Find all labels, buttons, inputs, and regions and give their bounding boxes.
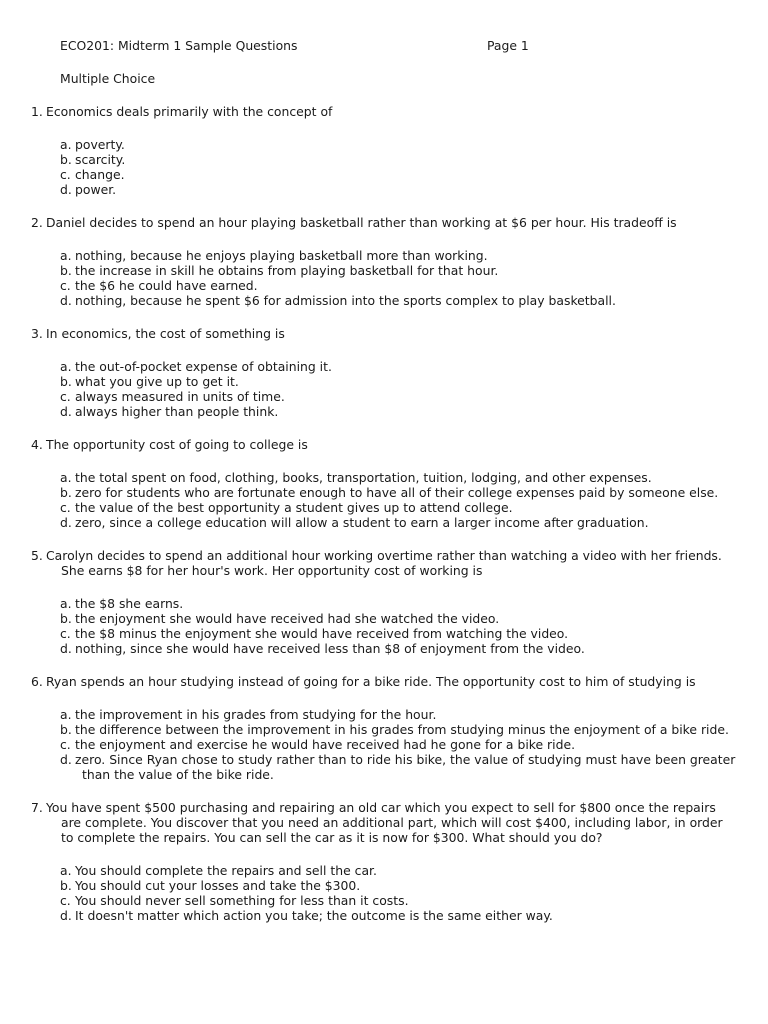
option-text: the enjoyment and exercise he would have received had he gone for a bike ride.	[75, 737, 576, 752]
option-text: poverty.	[75, 137, 125, 152]
answer-option	[60, 626, 761, 641]
question-item	[31, 437, 761, 530]
option-letter: d.	[60, 293, 72, 308]
option-text: zero for students who are fortunate enough to have all of their college expenses paid by someone else.	[75, 485, 719, 500]
answer-option	[60, 722, 761, 737]
question-number: 3.	[31, 326, 43, 341]
answer-option	[60, 863, 761, 878]
option-letter: d.	[60, 908, 72, 923]
option-text: power.	[75, 182, 117, 197]
option-letter: b.	[60, 722, 72, 737]
answer-option	[60, 248, 761, 263]
option-letter: d.	[60, 752, 72, 767]
option-letter: a.	[60, 596, 72, 611]
option-text: scarcity.	[75, 152, 126, 167]
question-text: are complete. You discover that you need an additional part, which will cost $400, including labor, in order	[61, 815, 723, 830]
question-text: Economics deals primarily with the concept of	[46, 104, 333, 119]
option-letter: c.	[60, 626, 71, 641]
question-number: 4.	[31, 437, 43, 452]
answer-option	[60, 641, 761, 656]
answer-option	[60, 707, 761, 722]
question-stem	[31, 215, 761, 230]
answer-option	[60, 263, 761, 278]
option-letter: c.	[60, 389, 71, 404]
answer-options	[31, 470, 761, 530]
option-text: what you give up to get it.	[75, 374, 239, 389]
option-letter: a.	[60, 359, 72, 374]
question-item	[31, 326, 761, 419]
option-text: nothing, because he enjoys playing basketball more than working.	[75, 248, 488, 263]
option-letter: a.	[60, 470, 72, 485]
question-text: You have spent $500 purchasing and repairing an old car which you expect to sell for $800 once the repairs	[46, 800, 716, 815]
answer-option	[60, 515, 761, 530]
question-text: Ryan spends an hour studying instead of going for a bike ride. The opportunity cost to him of studying is	[46, 674, 696, 689]
option-text: You should complete the repairs and sell the car.	[75, 863, 377, 878]
question-text: Daniel decides to spend an hour playing basketball rather than working at $6 per hour. His tradeoff is	[46, 215, 677, 230]
option-letter: d.	[60, 515, 72, 530]
answer-options	[31, 863, 761, 923]
answer-option	[60, 878, 761, 893]
option-text: nothing, because he spent $6 for admission into the sports complex to play basketball.	[75, 293, 616, 308]
answer-option	[60, 500, 761, 515]
question-stem	[31, 548, 761, 578]
option-text: nothing, since she would have received less than $8 of enjoyment from the video.	[75, 641, 585, 656]
answer-option	[60, 752, 761, 782]
question-stem	[31, 104, 761, 119]
answer-options	[31, 137, 761, 197]
question-number: 6.	[31, 674, 43, 689]
question-text: Carolyn decides to spend an additional hour working overtime rather than watching a video with her friends.	[46, 548, 722, 563]
answer-option	[60, 152, 761, 167]
answer-option	[60, 611, 761, 626]
question-stem	[31, 326, 761, 341]
answer-options	[31, 248, 761, 308]
option-letter: b.	[60, 263, 72, 278]
question-number: 2.	[31, 215, 43, 230]
answer-option	[60, 167, 761, 182]
answer-option	[60, 278, 761, 293]
option-text: always higher than people think.	[75, 404, 279, 419]
answer-option	[60, 374, 761, 389]
question-list	[31, 104, 761, 923]
option-text: zero. Since Ryan chose to study rather than to ride his bike, the value of studying must have been greater	[75, 752, 736, 767]
option-text: the $8 minus the enjoyment she would have received from watching the video.	[75, 626, 569, 641]
option-text: the difference between the improvement in his grades from studying minus the enjoyment of a bike ride.	[75, 722, 729, 737]
question-text: to complete the repairs. You can sell the car as it is now for $300. What should you do?	[61, 830, 603, 845]
option-letter: c.	[60, 737, 71, 752]
option-text: the value of the best opportunity a student gives up to attend college.	[75, 500, 513, 515]
option-text: the increase in skill he obtains from playing basketball for that hour.	[75, 263, 499, 278]
option-letter: c.	[60, 893, 71, 908]
option-letter: c.	[60, 167, 71, 182]
answer-option	[60, 893, 761, 908]
option-letter: d.	[60, 404, 72, 419]
option-text: You should never sell something for less than it costs.	[75, 893, 409, 908]
option-letter: d.	[60, 182, 72, 197]
answer-option	[60, 596, 761, 611]
question-item	[31, 548, 761, 656]
answer-option	[60, 359, 761, 374]
answer-options	[31, 707, 761, 782]
question-text: She earns $8 for her hour's work. Her opportunity cost of working is	[61, 563, 483, 578]
option-letter: c.	[60, 500, 71, 515]
answer-option	[60, 908, 761, 923]
answer-option	[60, 404, 761, 419]
question-number: 5.	[31, 548, 43, 563]
answer-option	[60, 389, 761, 404]
option-text: It doesn't matter which action you take; the outcome is the same either way.	[75, 908, 553, 923]
answer-option	[60, 470, 761, 485]
option-letter: a.	[60, 137, 72, 152]
question-item	[31, 215, 761, 308]
option-letter: b.	[60, 152, 72, 167]
option-text: always measured in units of time.	[75, 389, 285, 404]
question-stem	[31, 674, 761, 689]
option-text: change.	[75, 167, 125, 182]
question-stem	[31, 800, 761, 845]
answer-option	[60, 137, 761, 152]
option-letter: b.	[60, 878, 72, 893]
option-text: the enjoyment she would have received had she watched the video.	[75, 611, 500, 626]
option-letter: d.	[60, 641, 72, 656]
question-stem	[31, 437, 761, 452]
question-text: In economics, the cost of something is	[46, 326, 285, 341]
option-text: zero, since a college education will allow a student to earn a larger income after graduation.	[75, 515, 649, 530]
question-number: 1.	[31, 104, 43, 119]
option-letter: a.	[60, 248, 72, 263]
option-text: the $8 she earns.	[75, 596, 184, 611]
option-letter: a.	[60, 863, 72, 878]
question-item	[31, 104, 761, 197]
option-letter: b.	[60, 611, 72, 626]
answer-options	[31, 596, 761, 656]
answer-option	[60, 182, 761, 197]
answer-option	[60, 293, 761, 308]
question-item	[31, 800, 761, 923]
question-item	[31, 674, 761, 782]
option-text: than the value of the bike ride.	[82, 767, 274, 782]
option-letter: a.	[60, 707, 72, 722]
document-title: ECO201: Midterm 1 Sample Questions	[60, 38, 298, 53]
page-number: Page 1	[487, 38, 529, 53]
question-number: 7.	[31, 800, 43, 815]
option-text: the improvement in his grades from studying for the hour.	[75, 707, 437, 722]
option-text: the total spent on food, clothing, books, transportation, tuition, lodging, and other expenses.	[75, 470, 652, 485]
option-letter: b.	[60, 374, 72, 389]
section-heading: Multiple Choice	[60, 71, 156, 86]
page-header	[60, 38, 760, 54]
option-letter: b.	[60, 485, 72, 500]
option-text: the $6 he could have earned.	[75, 278, 258, 293]
option-text: the out-of-pocket expense of obtaining it.	[75, 359, 332, 374]
option-letter: c.	[60, 278, 71, 293]
option-text: You should cut your losses and take the $300.	[75, 878, 361, 893]
answer-option	[60, 485, 761, 500]
answer-option	[60, 737, 761, 752]
question-text: The opportunity cost of going to college is	[46, 437, 308, 452]
answer-options	[31, 359, 761, 419]
